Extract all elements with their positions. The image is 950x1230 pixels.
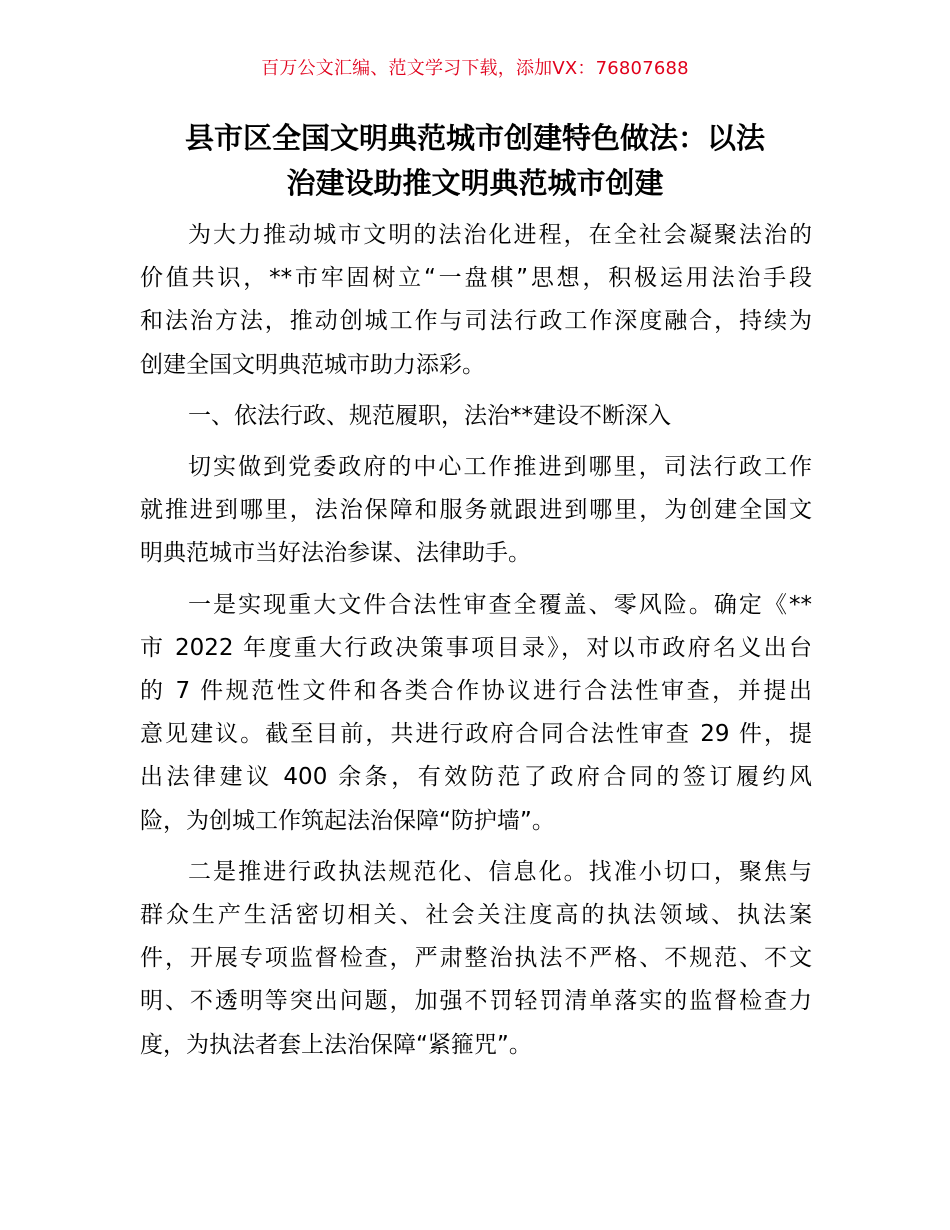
paragraph-line: 的 7 件规范性文件和各类合作协议进行合法性审查，并提出 (140, 678, 812, 705)
paragraph-item-1 (140, 584, 812, 843)
paragraph-line: 意见建议。截至目前，共进行政府合同合法性审查 29 件，提 (140, 721, 812, 748)
paragraph-line: 切实做到党委政府的中心工作推进到哪里，司法行政工作 (188, 454, 812, 481)
paragraph-line: 明、不透明等突出问题，加强不罚轻罚清单落实的监督检查力 (140, 988, 812, 1015)
title-line: 县市区全国文明典范城市创建特色做法：以法 (184, 121, 765, 155)
paragraph-line: 件，开展专项监督检查，严肃整治执法不严格、不规范、不文 (140, 945, 812, 972)
paragraph-line: 为大力推动城市文明的法治化进程，在全社会凝聚法治的 (188, 222, 812, 248)
document-body (140, 214, 812, 1067)
title-line: 治建设助推文明典范城市创建 (286, 166, 664, 200)
paragraph-item-2 (140, 851, 812, 1067)
paragraph-line: 出法律建议 400 余条，有效防范了政府合同的签订履约风 (140, 764, 812, 791)
paragraph-line: 价值共识，**市牢固树立“一盘棋”思想，积极运用法治手段 (140, 265, 812, 292)
paragraph-section-1 (140, 446, 812, 576)
section-heading-1 (140, 395, 812, 438)
document-title (140, 116, 810, 206)
paragraph-line: 度，为执法者套上法治保障“紧箍咒”。 (140, 1031, 532, 1058)
paragraph-line: 明典范城市当好法治参谋、法律助手。 (140, 540, 531, 567)
header-watermark-note: 百万公文汇编、范文学习下载，添加VX：76807688 (261, 58, 689, 79)
paragraph-intro (140, 214, 812, 387)
paragraph-line: 一是实现重大文件合法性审查全覆盖、零风险。确定《** (188, 591, 812, 618)
paragraph-line: 一、依法行政、规范履职，法治**建设不断深入 (188, 402, 671, 429)
paragraph-line: 创建全国文明典范城市助力添彩。 (140, 351, 485, 378)
paragraph-line: 市 2022 年度重大行政决策事项目录》，对以市政府名义出台 (140, 634, 812, 661)
paragraph-line: 就推进到哪里，法治保障和服务就跟进到哪里，为创建全国文 (140, 497, 812, 524)
paragraph-line: 险，为创城工作筑起法治保障“防护墙”。 (140, 807, 555, 834)
paragraph-line: 和法治方法，推动创城工作与司法行政工作深度融合，持续为 (140, 308, 812, 335)
paragraph-line: 群众生产生活密切相关、社会关注度高的执法领域、执法案 (140, 902, 812, 929)
paragraph-line: 二是推进行政执法规范化、信息化。找准小切口，聚焦与 (188, 858, 812, 885)
